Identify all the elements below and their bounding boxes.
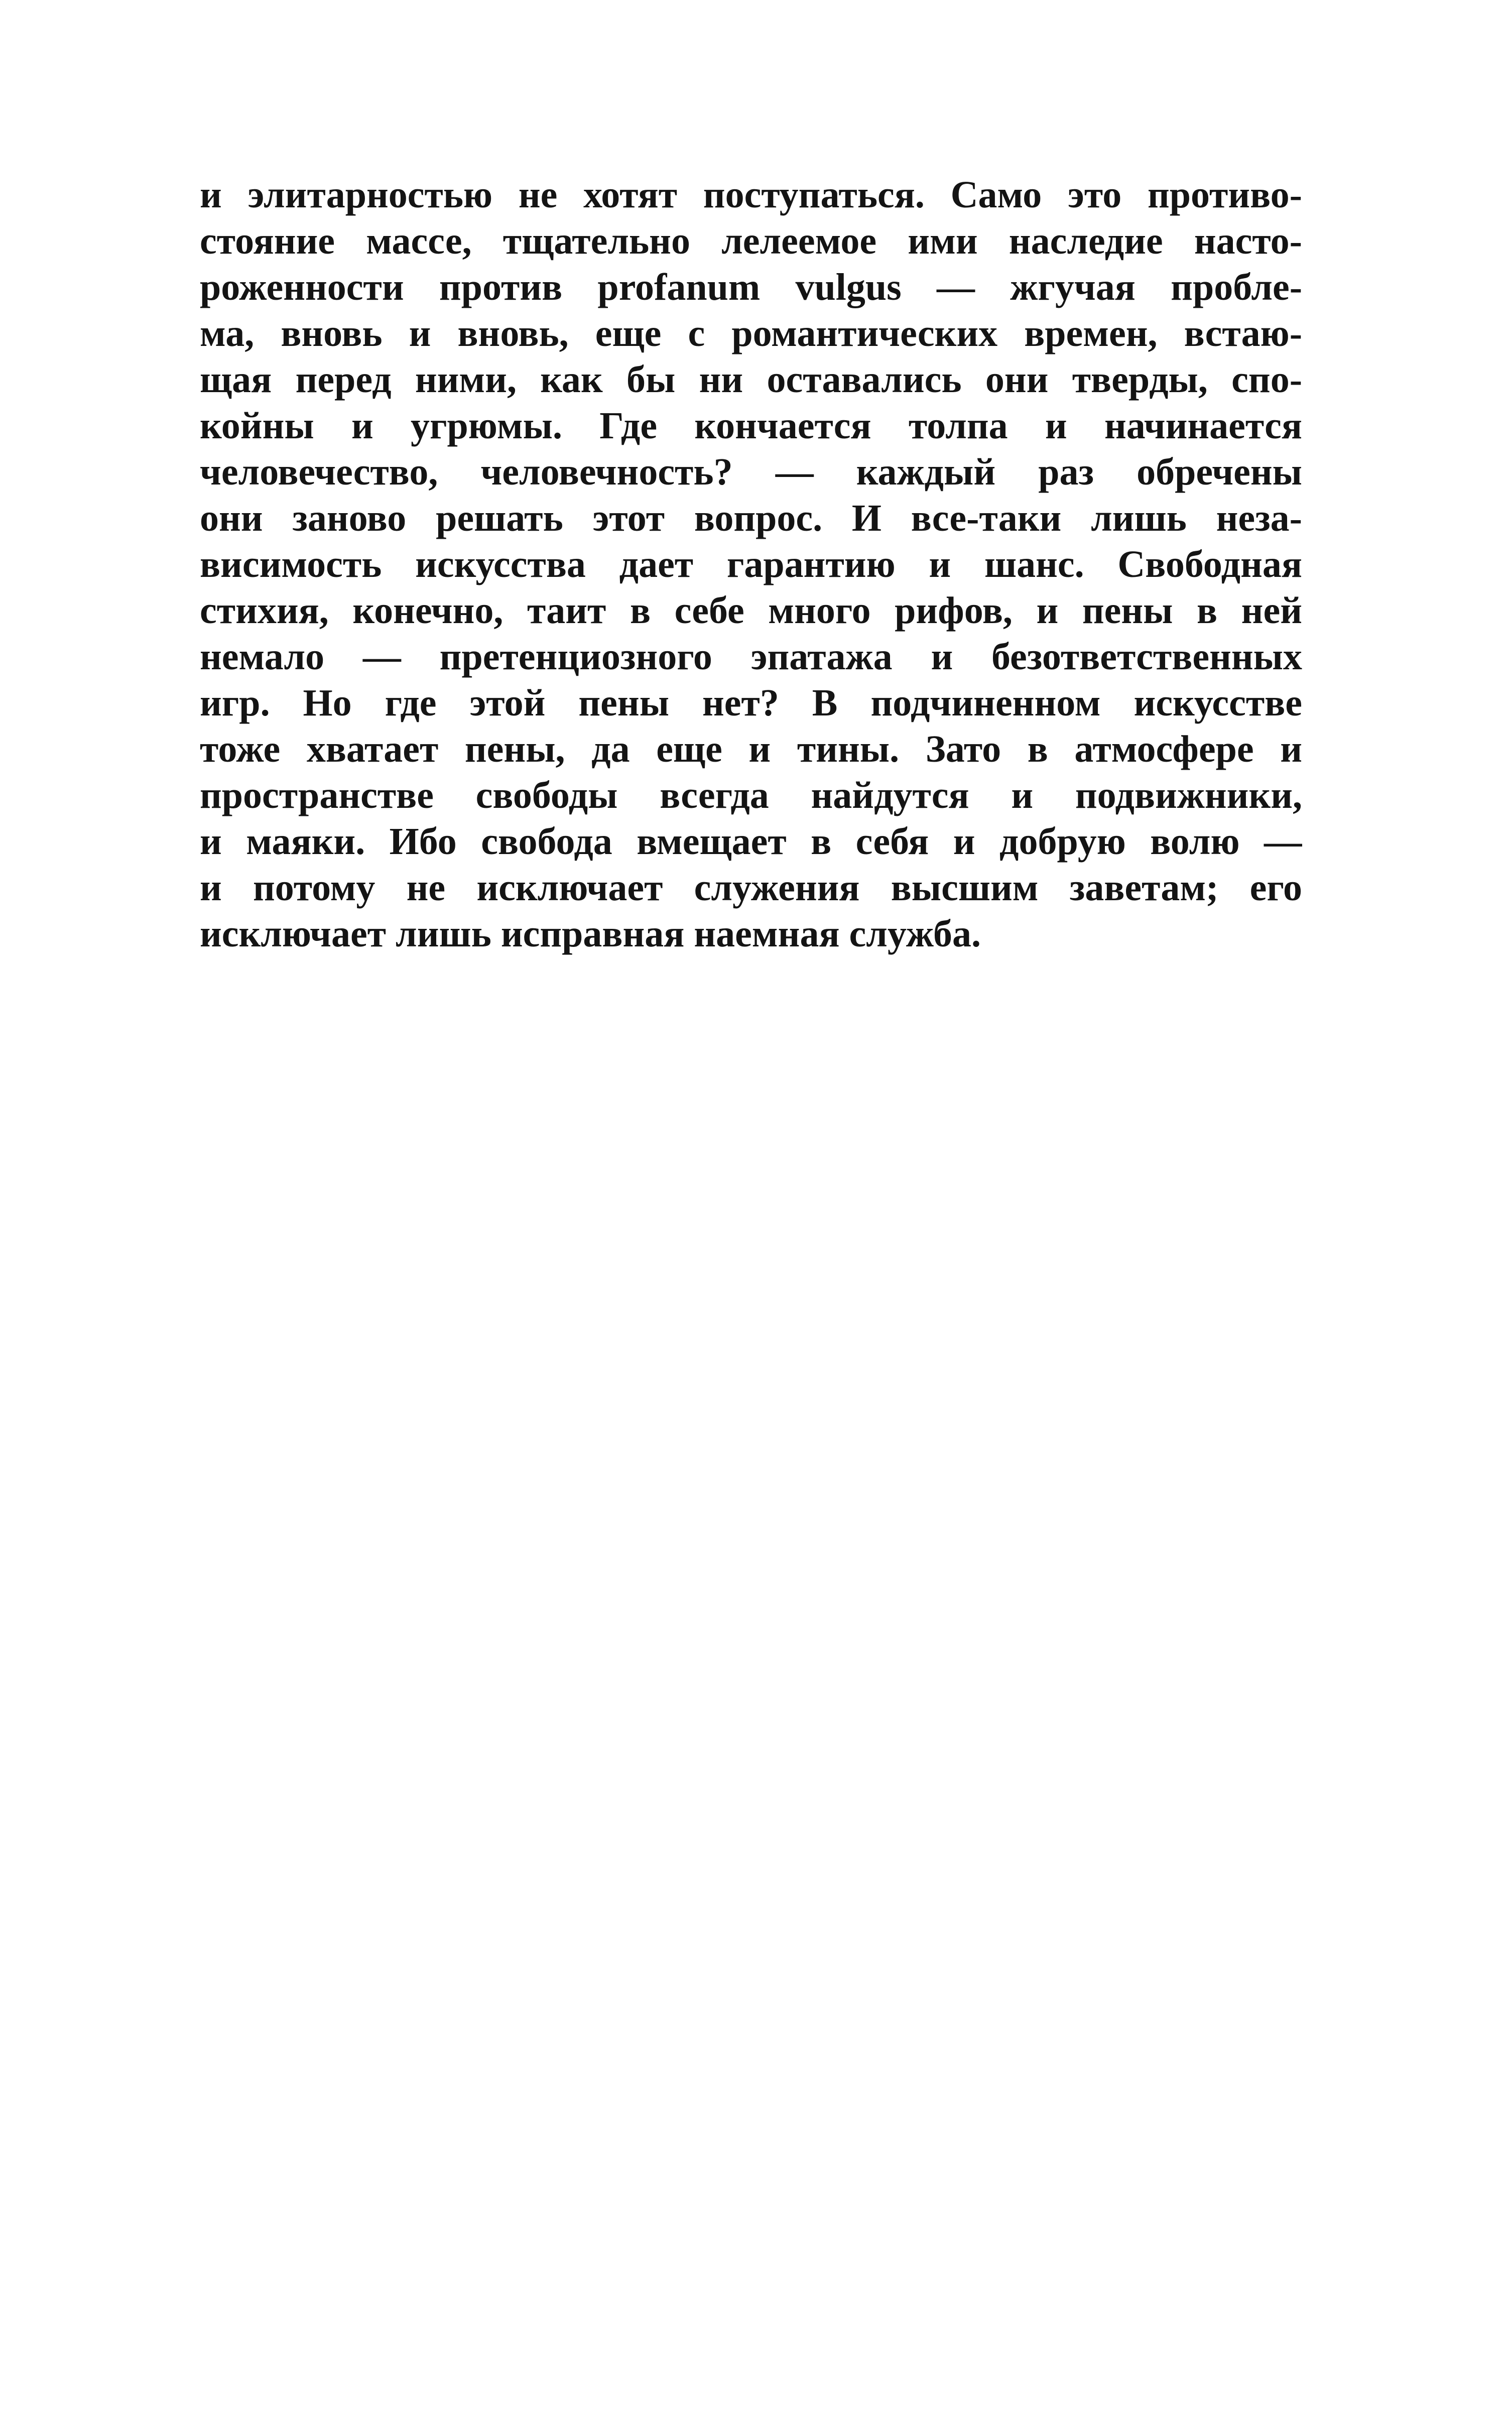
text-line-14: пространстве свободы всегда найдутся и подвижники,: [200, 774, 1302, 816]
text-line-1: и элитарностью не хотят поступаться. Само это противо-: [200, 174, 1302, 216]
text-line-9: висимость искусства дает гарантию и шанс. Свободная: [200, 543, 1302, 585]
text-line-2: стояние массе, тщательно лелеемое ими наследие насто-: [200, 220, 1302, 262]
text-line-7: человечество, человечность? — каждый раз обречены: [200, 451, 1302, 493]
text-line-15: и маяки. Ибо свобода вмещает в себя и добрую волю —: [200, 820, 1302, 863]
text-line-5: щая перед ними, как бы ни оставались они тверды, спо-: [200, 358, 1302, 401]
text-line-4: ма, вновь и вновь, еще с романтических времен, встаю-: [200, 312, 1302, 354]
text-line-10: стихия, конечно, таит в себе много рифов, и пены в ней: [200, 589, 1302, 632]
text-line-6: койны и угрюмы. Где кончается толпа и начинается: [200, 405, 1302, 447]
text-line-8: они заново решать этот вопрос. И все-таки лишь неза-: [200, 497, 1302, 539]
text-line-3: роженности против profanum vulgus — жгучая пробле-: [200, 266, 1302, 308]
text-line-11: немало — претенциозного эпатажа и безответственных: [200, 636, 1302, 678]
text-line-12: игр. Но где этой пены нет? В подчиненном искусстве: [200, 682, 1302, 724]
body-paragraph: [200, 172, 1302, 957]
text-line-16: и потому не исключает служения высшим заветам; его: [200, 867, 1302, 909]
text-line-13: тоже хватает пены, да еще и тины. Зато в атмосфере и: [200, 728, 1302, 770]
text-line-17: исключает лишь исправная наемная служба.: [200, 913, 981, 955]
